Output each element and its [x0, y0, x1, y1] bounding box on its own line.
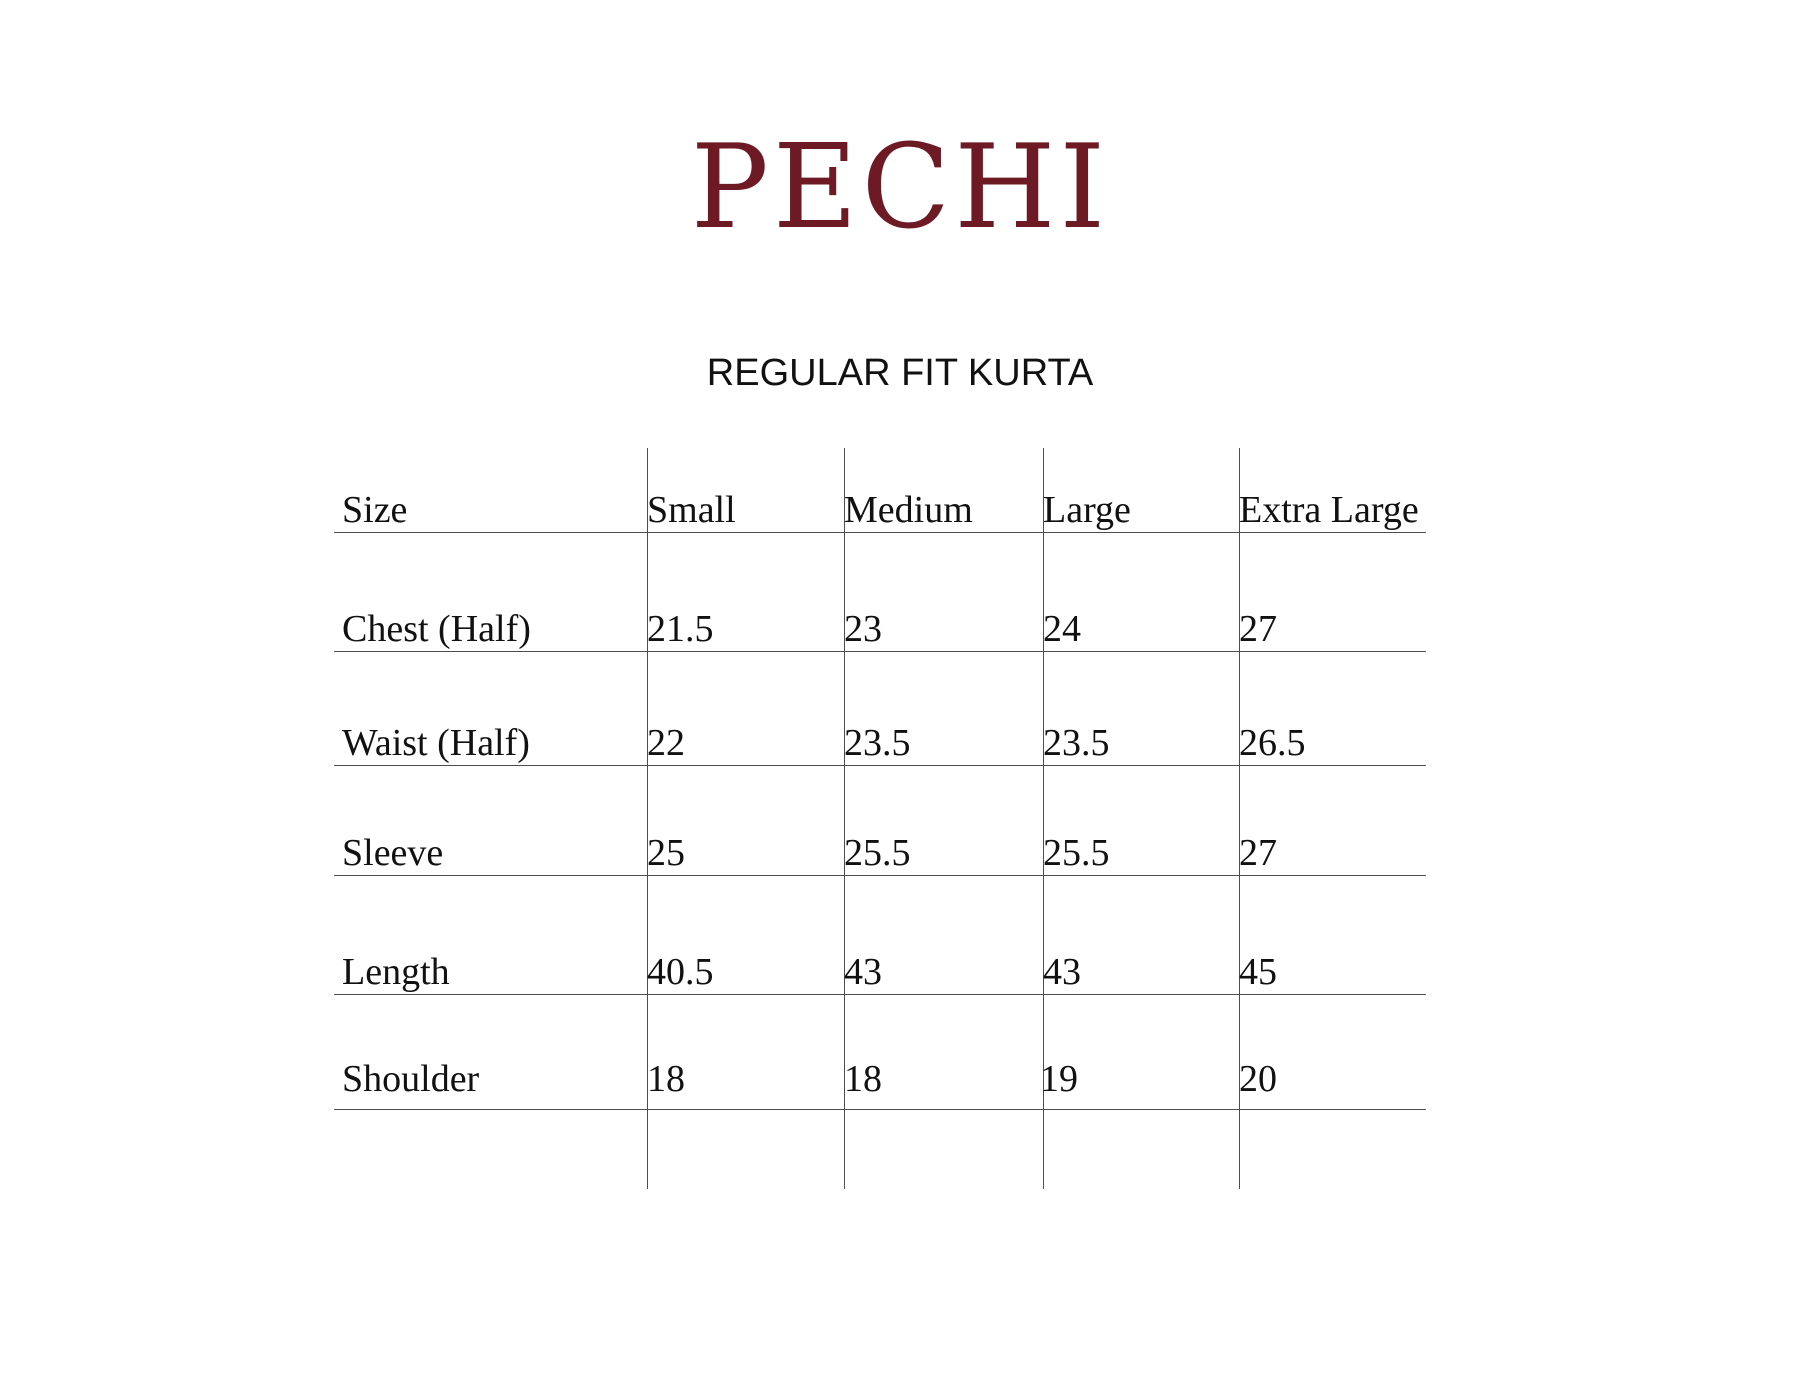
cell-waist-large: 23.5 — [1043, 722, 1110, 764]
chart-title: REGULAR FIT KURTA — [706, 352, 1094, 394]
cell-shoulder-large: 19 — [1040, 1058, 1078, 1100]
header-small: Small — [647, 489, 736, 531]
cell-sleeve-extra-large: 27 — [1239, 832, 1277, 874]
cell-length-extra-large: 45 — [1239, 951, 1277, 993]
header-extra-large: Extra Large — [1239, 489, 1419, 531]
cell-chest-small: 21.5 — [647, 608, 714, 650]
cell-sleeve-large: 25.5 — [1043, 832, 1110, 874]
cell-shoulder-medium: 18 — [844, 1058, 882, 1100]
brand-logo: PECHI — [690, 120, 1110, 255]
cell-sleeve-small: 25 — [647, 832, 685, 874]
table-rule — [334, 765, 1426, 766]
row-label-chest: Chest (Half) — [342, 608, 531, 650]
table-rule — [334, 1109, 1426, 1110]
cell-chest-large: 24 — [1043, 608, 1081, 650]
cell-waist-extra-large: 26.5 — [1239, 722, 1306, 764]
row-label-shoulder: Shoulder — [342, 1058, 480, 1100]
table-rule — [334, 875, 1426, 876]
cell-length-small: 40.5 — [647, 951, 714, 993]
row-label-length: Length — [342, 951, 450, 993]
header-large: Large — [1043, 489, 1131, 531]
cell-waist-small: 22 — [647, 722, 685, 764]
row-label-waist: Waist (Half) — [342, 722, 530, 764]
cell-chest-extra-large: 27 — [1239, 608, 1277, 650]
cell-length-large: 43 — [1043, 951, 1081, 993]
cell-waist-medium: 23.5 — [844, 722, 911, 764]
table-rule — [334, 651, 1426, 652]
cell-shoulder-small: 18 — [647, 1058, 685, 1100]
cell-sleeve-medium: 25.5 — [844, 832, 911, 874]
row-label-sleeve: Sleeve — [342, 832, 444, 874]
header-size-label: Size — [342, 489, 408, 531]
table-rule — [334, 994, 1426, 995]
cell-shoulder-extra-large: 20 — [1239, 1058, 1277, 1100]
header-medium: Medium — [844, 489, 973, 531]
cell-length-medium: 43 — [844, 951, 882, 993]
cell-chest-medium: 23 — [844, 608, 882, 650]
table-rule — [334, 532, 1426, 533]
